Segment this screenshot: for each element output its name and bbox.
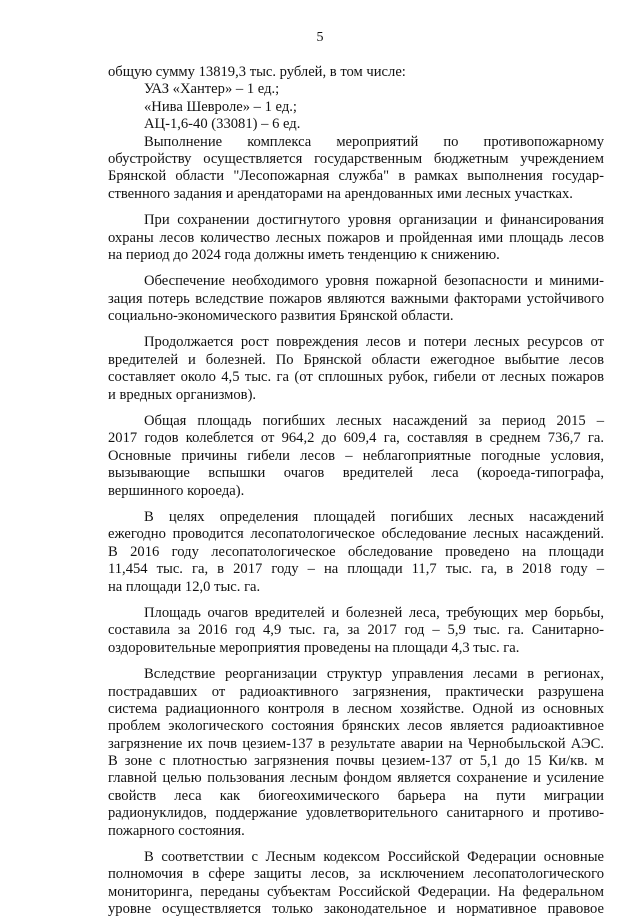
paragraph — [108, 212, 604, 264]
paragraph-spacer — [108, 404, 604, 413]
text-line: общую сумму 13819,3 тыс. рублей, в том числе: — [108, 64, 406, 80]
text-line: В зоне с плотностью загрязнения почвы цезием-137 от 5,1 до 15 Ки/кв. м — [108, 753, 604, 770]
paragraph — [108, 509, 604, 596]
text-line: оздоровительные мероприятия проведены на площади 4,3 тыс. га. — [108, 639, 520, 656]
text-line: Брянской области "Лесопожарная служба" в рамках выполнения государ- — [108, 168, 604, 185]
paragraph — [108, 134, 604, 204]
text-line: В целях определения площадей погибших лесных насаждений — [144, 508, 604, 525]
paragraph — [108, 64, 604, 81]
text-line: пожарного состояния. — [108, 822, 245, 839]
paragraph — [108, 116, 604, 133]
paragraph — [108, 605, 604, 657]
text-line: на площади 12,0 тыс. га. — [108, 578, 261, 595]
text-line: система радиационного контроля в лесном хозяйстве. Одной из основных — [108, 700, 604, 717]
paragraph — [108, 81, 604, 98]
text-line: В соответствии с Лесным кодексом Российской Федерации основные — [144, 849, 604, 866]
paragraph-spacer — [108, 203, 604, 212]
text-line: и вредных организмов). — [108, 386, 257, 403]
text-line: свойств леса как биогеохимического барьера на пути миграции — [108, 787, 604, 804]
text-line: вредителей и болезней. По Брянской области ежегодное выбытие лесов — [108, 351, 604, 368]
text-line: зация потерь вследствие пожаров являются важными факторами устойчивого — [108, 290, 604, 307]
text-line: «Нива Шевроле» – 1 ед.; — [144, 98, 297, 115]
text-line: АЦ-1,6-40 (33081) – 6 ед. — [144, 116, 301, 133]
text-line: радионуклидов, поддержание удовлетворительного санитарного и противо- — [108, 805, 604, 822]
paragraph-spacer — [108, 840, 604, 849]
text-line: составляет около 4,5 тыс. га (от сплошных рубок, гибели от лесных пожаров — [108, 369, 604, 386]
paragraph — [108, 334, 604, 404]
paragraph-spacer — [108, 596, 604, 605]
text-line: 11,454 тыс. га, в 2017 году – на площади 11,7 тыс. га, в 2018 году – — [108, 561, 604, 578]
paragraph-spacer — [108, 325, 604, 334]
text-line: При сохранении достигнутого уровня организации и финансирования — [144, 212, 604, 229]
text-line: Общая площадь погибших лесных насаждений за период 2015 – — [144, 413, 604, 430]
text-line: полномочия в сфере защиты лесов, за исключением лесопатологического — [108, 866, 604, 883]
text-line: Площадь очагов вредителей и болезней леса, требующих мер борьбы, — [144, 604, 604, 621]
page-number: 5 — [316, 30, 324, 45]
paragraph — [108, 99, 604, 116]
text-line: составила за 2016 год 4,9 тыс. га, за 2017 год – 5,9 тыс. га. Санитарно- — [108, 622, 604, 639]
paragraph — [108, 413, 604, 500]
text-line: В 2016 году лесопатологическое обследование проведено на площади — [108, 543, 604, 560]
paragraph — [108, 849, 604, 919]
text-line: пострадавших от радиоактивного загрязнения, практически разрушена — [108, 683, 604, 700]
paragraph-spacer — [108, 657, 604, 666]
text-line: обустройству осуществляется государственным бюджетным учреждением — [108, 150, 604, 167]
paragraph-spacer — [108, 264, 604, 273]
text-line: ственного задания и арендаторами на арендованных ими лесных участках. — [108, 185, 573, 202]
text-line: охраны лесов количество лесных пожаров и пройденная ими площадь лесов — [108, 229, 604, 246]
paragraph-spacer — [108, 500, 604, 509]
paragraph — [108, 666, 604, 840]
text-line: проблем экологического состояния брянских лесов является радиоактивное — [108, 718, 604, 735]
document-body — [108, 64, 604, 919]
text-line: загрязнение их почв цезием-137 в результате аварии на Чернобыльской АЭС. — [108, 735, 604, 752]
text-line: вызывающие вспышки очагов вредителей леса (короеда-типографа, — [108, 465, 604, 482]
text-line: Продолжается рост повреждения лесов и потери лесных ресурсов от — [144, 334, 604, 351]
text-line: на период до 2024 года должны иметь тенденцию к снижению. — [108, 246, 500, 263]
text-line: главной целью пользования лесным фондом является сохранение и усиление — [108, 770, 604, 787]
text-line: ежегодно проводится лесопатологическое обследование лесных насаждений. — [108, 526, 604, 543]
text-line: Обеспечение необходимого уровня пожарной безопасности и миними- — [144, 273, 604, 290]
text-line: Выполнение комплекса мероприятий по противопожарному — [144, 133, 604, 150]
paragraph — [108, 273, 604, 325]
text-line: Основные причины гибели лесов – неблагоприятные погодные условия, — [108, 447, 604, 464]
text-line: Вследствие реорганизации структур управления лесами в регионах, — [144, 666, 604, 683]
text-line: социально-экономического развития Брянской области. — [108, 308, 454, 325]
text-line: уровне осуществляется только законодательное и нормативное правовое — [108, 901, 604, 918]
text-line: вершинного короеда). — [108, 482, 245, 499]
text-line: УАЗ «Хантер» – 1 ед.; — [144, 81, 280, 98]
text-line: мониторинга, переданы субъектам Российской Федерации. На федеральном — [108, 883, 604, 900]
text-line: 2017 годов колеблется от 964,2 до 609,4 га, составляя в среднем 736,7 га. — [108, 430, 604, 447]
